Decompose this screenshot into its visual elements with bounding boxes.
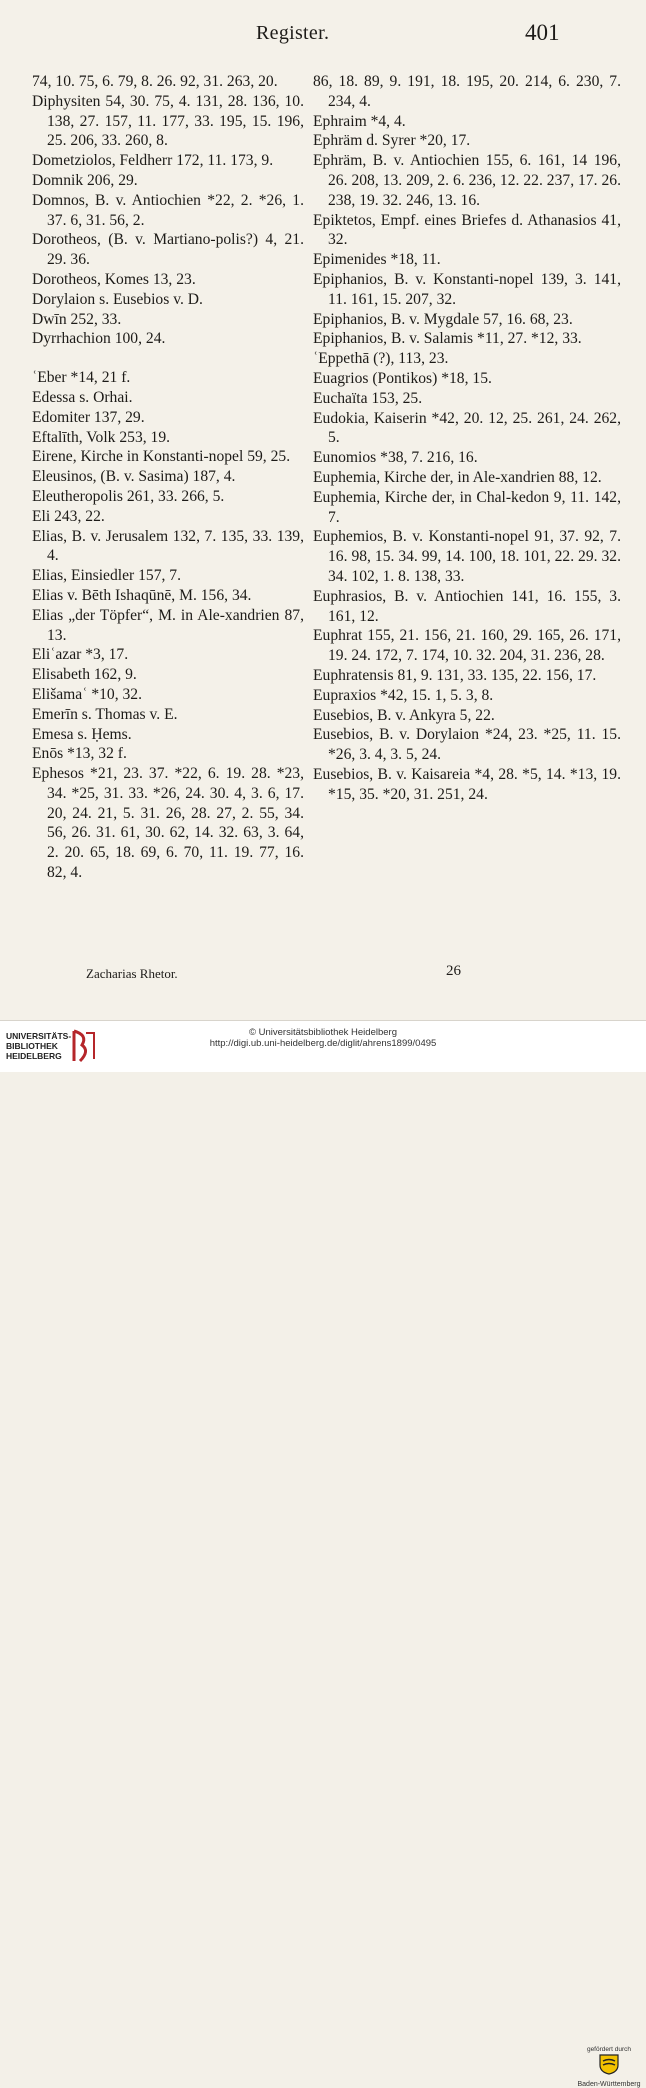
register-entry: Emerīn s. Thomas v. E. [32,705,178,723]
scanned-page [0,0,646,1020]
register-entry: Domnik 206, 29. [32,171,138,189]
register-entry: Epimenides *18, 11. [313,251,441,269]
coat-of-arms-icon [596,2053,622,2075]
register-column-right [313,72,621,804]
register-entry: Euphemia, Kirche der, in Ale-xandrien 88, 12. [313,468,602,486]
copyright-credit [0,1027,646,1049]
register-entry: Elias, Einsiedler 157, 7. [32,567,181,585]
permalink[interactable]: http://digi.ub.uni-heidelberg.de/diglit/ahrens1899/0495 [209,1038,437,1049]
register-entry: Euchaïta 153, 25. [313,389,423,407]
register-entry: Eudokia, Kaiserin *42, 20. 12, 25. 261, 24. 262, 5. [313,409,621,447]
copyright-line: © Universitätsbibliothek Heidelberg [249,1027,397,1038]
register-entry: Eliʿazar *3, 17. [32,646,129,664]
register-entry: Elišamaʿ *10, 32. [32,685,143,703]
register-entry: Elias „der Töpfer“, M. in Ale-xandrien 87, 13. [32,606,304,644]
running-head-title: Register. [256,22,330,44]
register-entry: Epiphanios, B. v. Konstanti-nopel 139, 3. 141, 11. 161, 15. 207, 32. [313,270,621,308]
register-entry: Eusebios, B. v. Dorylaion *24, 23. *25, 11. 15. *26, 3. 4, 3. 5, 24. [313,726,621,764]
page-number: 401 [525,20,560,45]
register-entry: Euphemios, B. v. Konstanti-nopel 91, 37. 92, 7. 16. 98, 15. 34. 99, 14. 100, 18. 101, 22. 29. 32. 34. 102, 1. 8. 138, 33. [313,528,621,585]
register-entry: Eli 243, 22. [32,507,105,525]
register-entry: Eirene, Kirche in Konstanti-nopel 59, 25. [32,448,291,466]
register-entry: Emesa s. Ḥems. [32,725,132,743]
register-entry: Dorotheos, (B. v. Martiano-polis?) 4, 21. 29. 36. [32,231,304,269]
register-entry: 74, 10. 75, 6. 79, 8. 26. 92, 31. 263, 20. [32,73,278,90]
register-entry: Eleutheropolis 261, 33. 266, 5. [32,487,225,505]
signature-line: Zacharias Rhetor. [86,966,178,981]
register-entry: Edessa s. Orhai. [32,388,133,406]
register-entry: Elias v. Bēth Ishaqūnē, M. 156, 34. [32,586,252,604]
register-entry: Elisabeth 162, 9. [32,666,137,684]
register-entry: ʿEppethā (?), 113, 23. [313,350,449,368]
register-entry: Eusebios, B. v. Ankyra 5, 22. [313,706,495,724]
register-entry: Ephraim *4, 4. [313,112,406,130]
register-entry: Dorylaion s. Eusebios v. D. [32,290,203,308]
register-entry: Epiphanios, B. v. Mygdale 57, 16. 68, 23. [313,310,573,328]
register-entry: Domnos, B. v. Antiochien *22, 2. *26, 1. 37. 6, 31. 56, 2. [32,191,304,229]
register-entry: Diphysiten 54, 30. 75, 4. 131, 28. 136, 10. 138, 27. 157, 11. 177, 33. 195, 15. 196, 25. 206, 33. 260, 8. [32,92,304,150]
register-entry: Dwīn 252, 33. [32,310,122,328]
register-entry: Euphemia, Kirche der, in Chal-kedon 9, 11. 142, 7. [313,488,621,526]
register-entry: Eusebios, B. v. Kaisareia *4, 28. *5, 14. *13, 19. *15, 35. *20, 31. 251, 24. [313,765,621,803]
register-entry: Dometziolos, Feldherr 172, 11. 173, 9. [32,152,274,170]
register-entry: Epiktetos, Empf. eines Briefes d. Athanasios 41, 32. [313,211,621,249]
register-column-left [32,72,304,883]
register-entry: Edomiter 137, 29. [32,408,145,426]
register-entry: Epiphanios, B. v. Salamis *11, 27. *12, 33. [313,330,582,348]
register-entry: Euphrat 155, 21. 156, 21. 160, 29. 165, 26. 171, 19. 24. 172, 7. 174, 10. 32. 204, 31. 236, 28. [313,627,621,665]
register-entry: ʿEber *14, 21 f. [32,369,131,387]
register-entry: Ephesos *21, 23. 37. *22, 6. 19. 28. *23, 34. *25, 31. 33. *26, 24. 30. 4, 3. 6, 17. 20, 24. 21, 5. 31. 26, 28. 27, 2. 55, 34. 56, 26. 31. 61, 30. 62, 14. 32. 63, 3. 64, 2. 20. 65, 18. 69, 6. 70, 11. 19. 77, 16. 82, 4. [32,765,304,882]
register-entry: Ephräm d. Syrer *20, 17. [313,132,471,150]
sheet-number: 26 [446,963,461,979]
register-entry: Ephräm, B. v. Antiochien 155, 6. 161, 14 196, 26. 208, 13. 209, 2. 6. 236, 12. 22. 237, 17. 26. 238, 19. 32. 246, 13. 16. [313,152,621,209]
sponsor-badge[interactable] [576,2046,642,2088]
register-entry: Dyrrhachion 100, 24. [32,330,166,348]
sponsor-caption: gefördert durch [586,2046,632,2053]
register-entry: Eleusinos, (B. v. Sasima) 187, 4. [32,468,236,486]
register-entry: Dorotheos, Komes 13, 23. [32,270,196,288]
register-entry: Euagrios (Pontikos) *18, 15. [313,369,492,387]
register-entry: Elias, B. v. Jerusalem 132, 7. 135, 33. 139, 4. [32,527,304,565]
register-entry: Euphrasios, B. v. Antiochien 141, 16. 155, 3. 161, 12. [313,587,621,625]
register-entry: Eftalīth, Volk 253, 19. [32,428,171,446]
register-entry: Enōs *13, 32 f. [32,745,127,763]
register-entry: Eupraxios *42, 15. 1, 5. 3, 8. [313,686,494,704]
register-entry: 86, 18. 89, 9. 191, 18. 195, 20. 214, 6. 230, 7. 234, 4. [313,73,621,110]
register-entry: Euphratensis 81, 9. 131, 33. 135, 22. 156, 17. [313,666,597,684]
library-logo-text: UNIVERSITÄTS- BIBLIOTHEK HEIDELBERG [6,1031,72,1061]
sponsor-name: Baden-Württemberg [577,2081,641,2088]
register-entry: Eunomios *38, 7. 216, 16. [313,449,478,467]
